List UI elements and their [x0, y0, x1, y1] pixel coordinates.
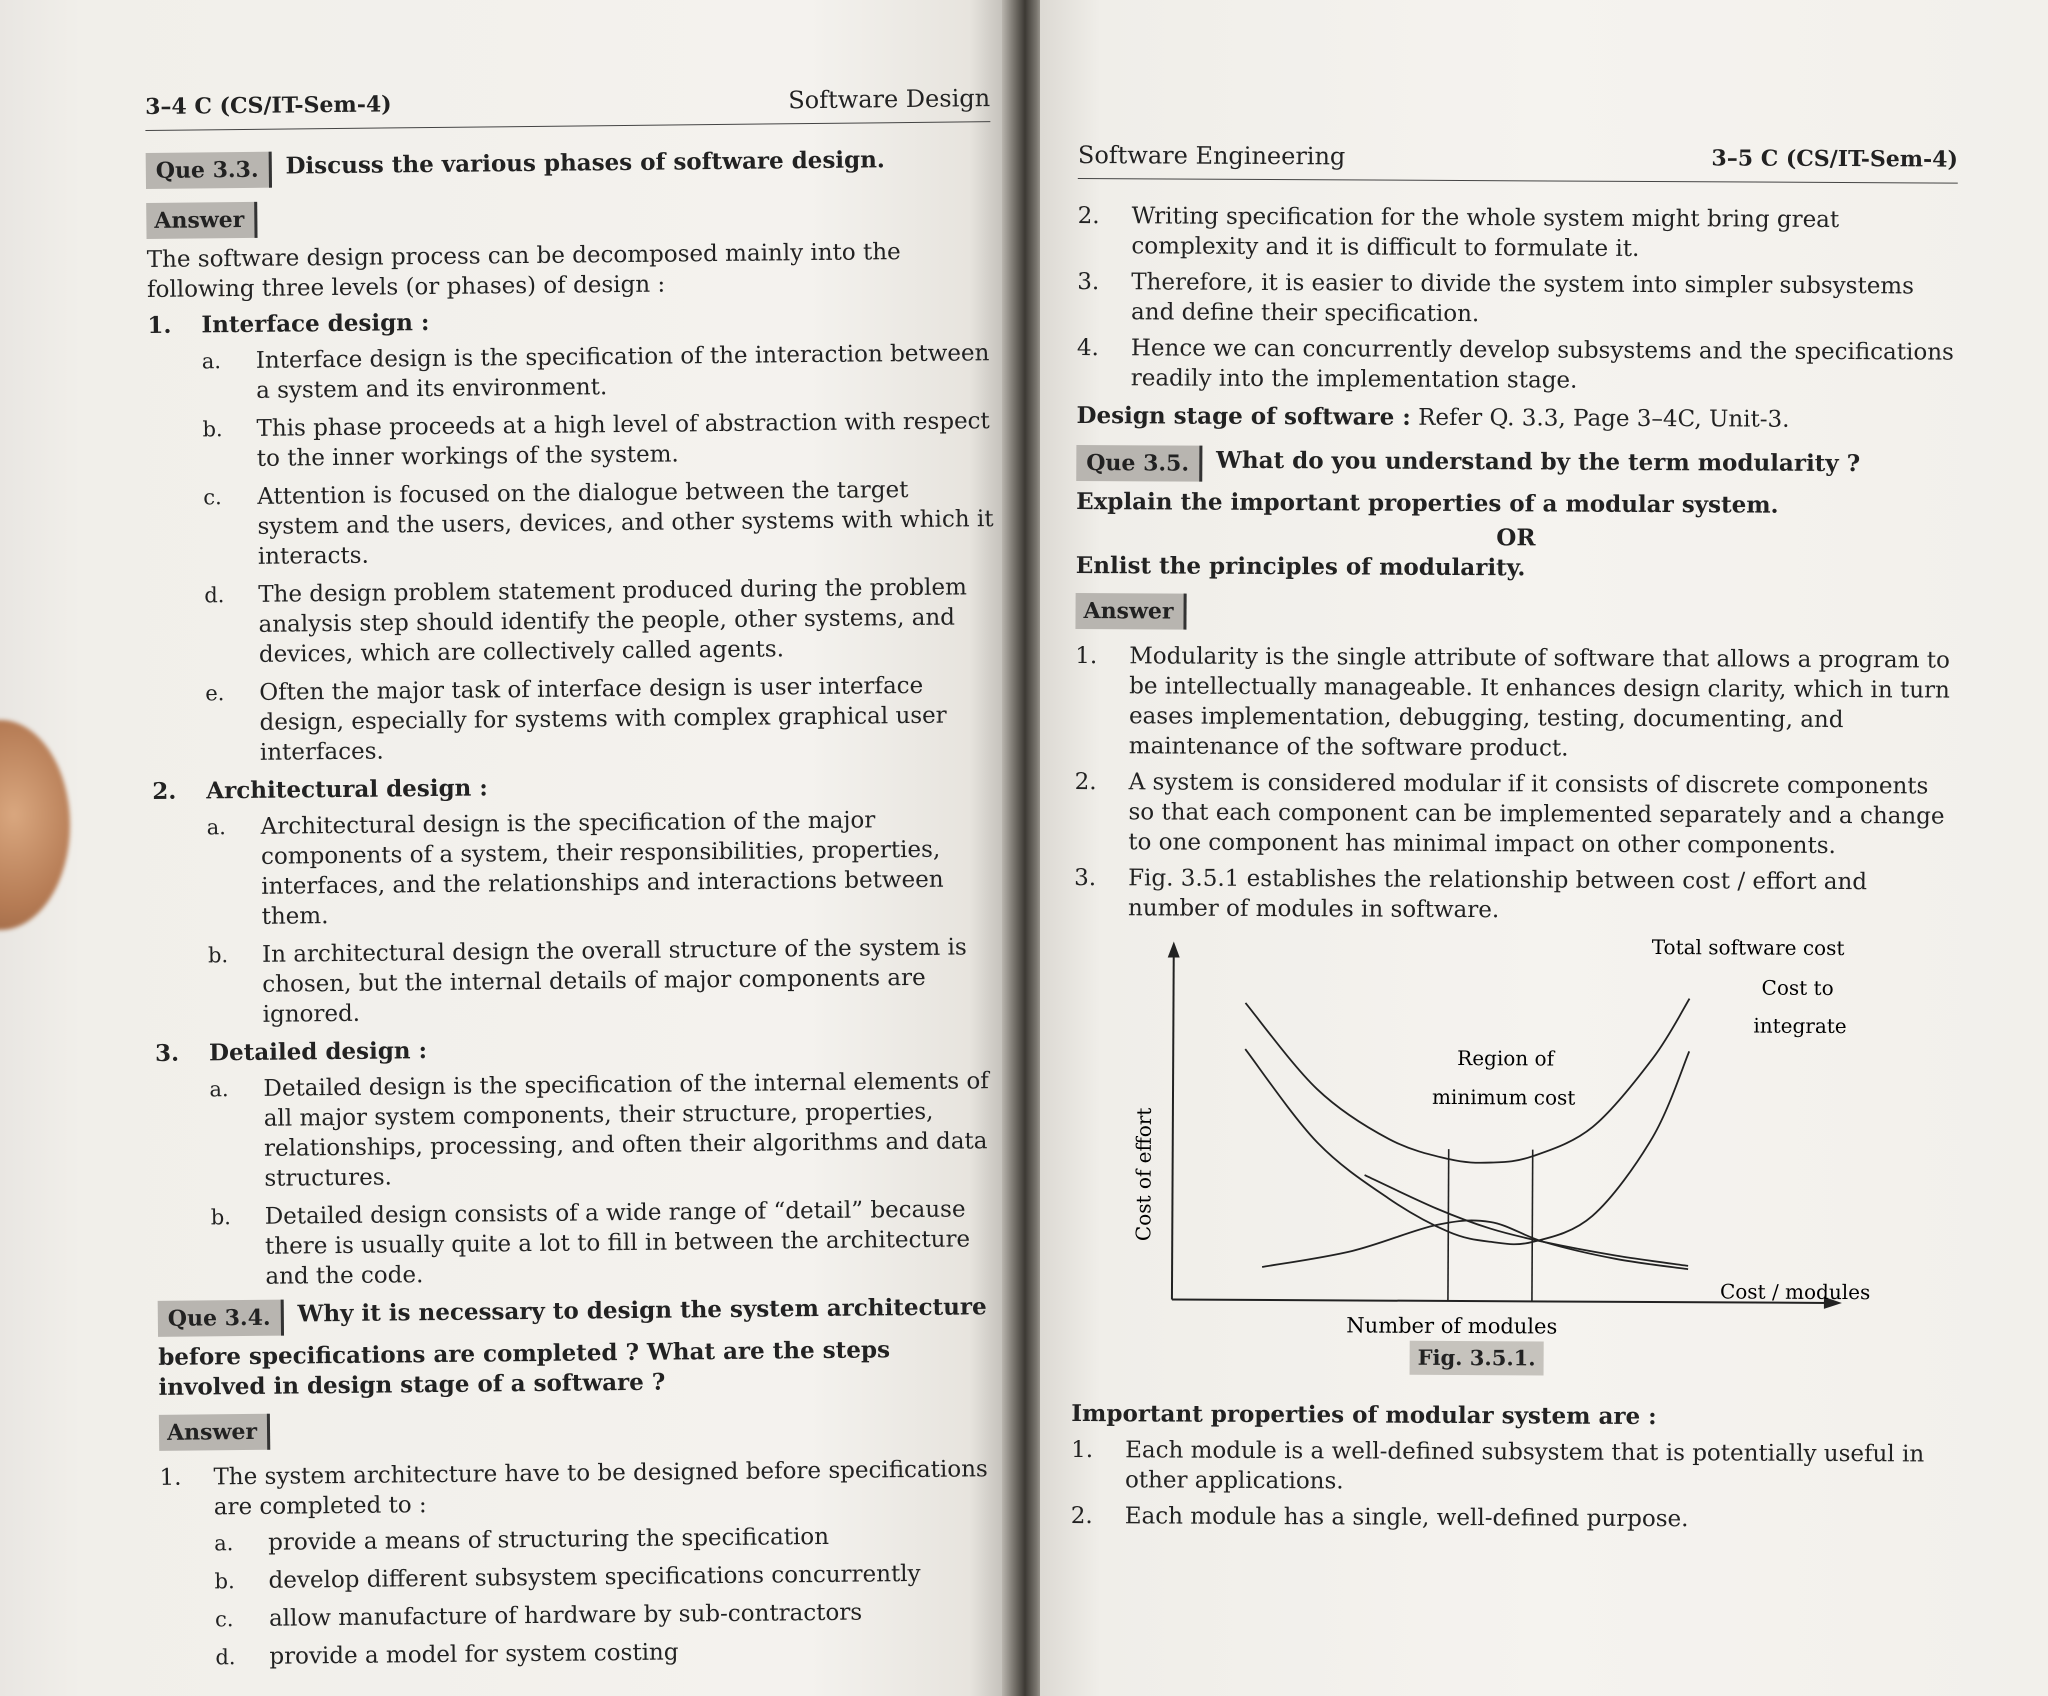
list-item [202, 406, 994, 474]
phase-title: Architectural design : [206, 774, 488, 805]
question-3-5 [1076, 445, 1956, 486]
list-text: In architectural design the overall structure of the system is chosen, but the internal details of major components are ignored. [261, 934, 967, 1028]
y-axis-arrow [1168, 941, 1180, 957]
list-text: The system architecture have to be designed before specifications are completed to : [213, 1456, 988, 1521]
list-item [215, 1634, 1006, 1672]
right-page-text [1071, 140, 1958, 1536]
list-text: Therefore, it is easier to divide the system into simpler subsystems and define their specification. [1131, 269, 1915, 328]
design-stage-ref: Refer Q. 3.3, Page 3–4C, Unit-3. [1418, 404, 1790, 433]
question-tag: Que 3.4. [158, 1300, 284, 1337]
list-number: 3. [1077, 268, 1100, 296]
design-stage-reference [1076, 401, 1956, 436]
list-marker: c. [214, 1607, 234, 1632]
left-header-pageref: 3–4 C (CS/IT-Sem-4) [145, 91, 392, 120]
right-header-title: Software Engineering [1077, 140, 1346, 171]
list-marker: b. [214, 1569, 235, 1594]
question-tag: Que 3.3. [146, 152, 272, 189]
cost-to-integrate-label-line1: Cost to [1761, 975, 1834, 1000]
design-stage-label: Design stage of software : [1076, 401, 1411, 431]
list-number: 1. [1075, 642, 1098, 670]
left-page-text [145, 83, 1007, 1681]
list-item [204, 572, 996, 670]
list-marker: a. [214, 1531, 234, 1556]
list-item [1071, 1501, 1951, 1536]
list-text: provide a means of structuring the specification [268, 1523, 830, 1556]
list-number: 1. [159, 1464, 182, 1491]
list-text: Each module has a single, well-defined purpose. [1124, 1503, 1689, 1533]
list-text: Hence we can concurrently develop subsystems and the specifications readily into the implementation stage. [1130, 335, 1954, 394]
list-text: Each module is a well-defined subsystem that is potentially useful in other applications. [1124, 1437, 1925, 1495]
list-text: The design problem statement produced during the problem analysis step should identify the people, other systems, and devices, which are collectively called agents. [258, 574, 967, 668]
list-number: 3. [154, 1039, 180, 1067]
list-number: 2. [1074, 768, 1097, 796]
list-text: Detailed design is the specification of the internal elements of all major system components, their structure, properties, relationships, processing, and often their algorithms and data structures. [263, 1068, 989, 1192]
list-text: Modularity is the single attribute of software that allows a program to be intellectually manageable. It enhances design clarity, which in turn eases implementation, debugging, testing, documenting, and maintenance of the software product. [1128, 643, 1950, 762]
list-item [215, 1596, 1006, 1634]
cost-to-integrate-curve [1244, 1049, 1689, 1245]
list-item [214, 1558, 1005, 1596]
list-number: 2. [1070, 1502, 1093, 1530]
list-item [207, 804, 999, 932]
list-number: 3. [1074, 864, 1097, 892]
list-item [203, 474, 995, 572]
list-item [1077, 333, 1957, 398]
y-axis-label: Cost of effort [1131, 1107, 1156, 1242]
list-number: 2. [1077, 202, 1100, 230]
list-text: Fig. 3.5.1 establishes the relationship between cost / effort and number of modules in software. [1127, 865, 1868, 924]
question-text-alt: Enlist the principles of modularity. [1075, 551, 1526, 582]
list-item [1074, 863, 1954, 928]
list-marker: b. [202, 417, 223, 442]
list-item [202, 338, 994, 406]
total-cost-label: Total software cost [1651, 935, 1845, 961]
phase-title: Interface design : [201, 309, 430, 339]
answer-tag: Answer [159, 1414, 270, 1451]
list-marker: b. [207, 943, 229, 968]
list-text: allow manufacture of hardware by sub-contractors [268, 1599, 863, 1632]
list-text: Writing specification for the whole system might bring great complexity and it is difficult to formulate it. [1131, 203, 1840, 262]
list-text: Architectural design is the specification of the major components of a system, their responsibilities, properties, interfaces, and the relationships and interactions between them. [260, 807, 944, 930]
list-number: 4. [1076, 334, 1099, 362]
question-text: What do you understand by the term modularity ? [1216, 446, 1861, 478]
list-item [205, 670, 997, 768]
region-label-line2: minimum cost [1431, 1084, 1576, 1110]
left-running-header [145, 83, 990, 131]
list-marker: a. [209, 1077, 229, 1102]
answer-tag: Answer [146, 202, 257, 239]
cost-per-module-falling-curve [1364, 1175, 1688, 1266]
phase-heading [155, 1030, 1000, 1069]
list-number: 1. [147, 311, 172, 339]
list-item [209, 1066, 1001, 1194]
list-text: This phase proceeds at a high level of abstraction with respect to the inner workings of the system. [256, 408, 990, 472]
list-marker: d. [215, 1645, 236, 1670]
list-item [208, 932, 1000, 1030]
figure-3-5-1 [1072, 929, 1954, 1384]
list-item [1075, 641, 1956, 766]
question-3-3 [146, 144, 991, 189]
cost-per-module-label: Cost / modules [1719, 1279, 1871, 1305]
list-item [214, 1520, 1005, 1558]
list-marker: d. [204, 583, 225, 608]
list-number: 1. [1071, 1436, 1094, 1464]
cost-per-module-rising-curve [1262, 1219, 1688, 1269]
question-text: Why it is necessary to design the system architecture [297, 1293, 987, 1328]
list-text: develop different subsystem specifications concurrently [268, 1560, 921, 1594]
modularity-cost-chart [1072, 929, 1954, 1374]
list-item [211, 1194, 1003, 1292]
list-marker: c. [203, 485, 222, 510]
question-text: Discuss the various phases of software design. [285, 146, 886, 180]
right-header-pageref: 3–5 C (CS/IT-Sem-4) [1711, 145, 1958, 173]
list-text: Interface design is the specification of the interaction between a system and its environment. [255, 340, 990, 404]
region-boundary-line [1448, 1149, 1449, 1301]
list-marker: a. [201, 349, 222, 374]
list-marker: b. [210, 1205, 232, 1230]
phase-title: Detailed design : [208, 1037, 428, 1067]
right-running-header [1078, 140, 1958, 184]
list-marker: e. [205, 681, 225, 706]
list-text: Often the major task of interface design is user interface design, especially for systems with complex graphical user interfaces. [259, 672, 947, 766]
answer-tag: Answer [1075, 593, 1186, 630]
list-item [1077, 201, 1957, 266]
answer-intro: The software design process can be decomposed mainly into the following three levels (or phases) of design : [146, 239, 901, 303]
region-label-line1: Region of [1457, 1045, 1555, 1071]
list-number: 2. [152, 777, 177, 805]
question-3-4 [158, 1292, 1003, 1337]
phase-heading [147, 302, 992, 341]
region-boundary-line [1532, 1150, 1533, 1302]
x-axis-label: Number of modules [1346, 1313, 1558, 1339]
list-text: Detailed design consists of a wide range of “detail” because there is usually quite a lot to fill in between the architecture and the code. [264, 1196, 971, 1290]
list-text: Attention is focused on the dialogue between the target system and the users, devices, and other systems with which it interacts. [257, 477, 994, 570]
question-text-continued: before specifications are completed ? What are the steps involved in design stage of a software ? [158, 1336, 891, 1401]
properties-heading: Important properties of modular system are : [1071, 1399, 1657, 1431]
list-item [1074, 767, 1954, 862]
list-item [159, 1454, 1005, 1523]
question-text-continued: Explain the important properties of a modular system. [1076, 487, 1779, 519]
left-header-title: Software Design [788, 84, 991, 115]
list-item [1077, 267, 1957, 332]
or-separator: OR [1496, 524, 1536, 552]
phase-heading [152, 768, 997, 807]
list-item [1071, 1435, 1951, 1500]
y-axis [1172, 950, 1174, 1300]
list-text: A system is considered modular if it consists of discrete components so that each component can be implemented separately and a change to one component has minimal impact on other components. [1128, 769, 1945, 859]
list-text: provide a model for system costing [269, 1639, 679, 1670]
figure-caption: Fig. 3.5.1. [1410, 1341, 1544, 1376]
list-marker: a. [206, 815, 227, 840]
total-software-cost-curve [1245, 996, 1690, 1164]
cost-to-integrate-label-line2: integrate [1753, 1013, 1847, 1039]
question-tag: Que 3.5. [1076, 445, 1202, 482]
